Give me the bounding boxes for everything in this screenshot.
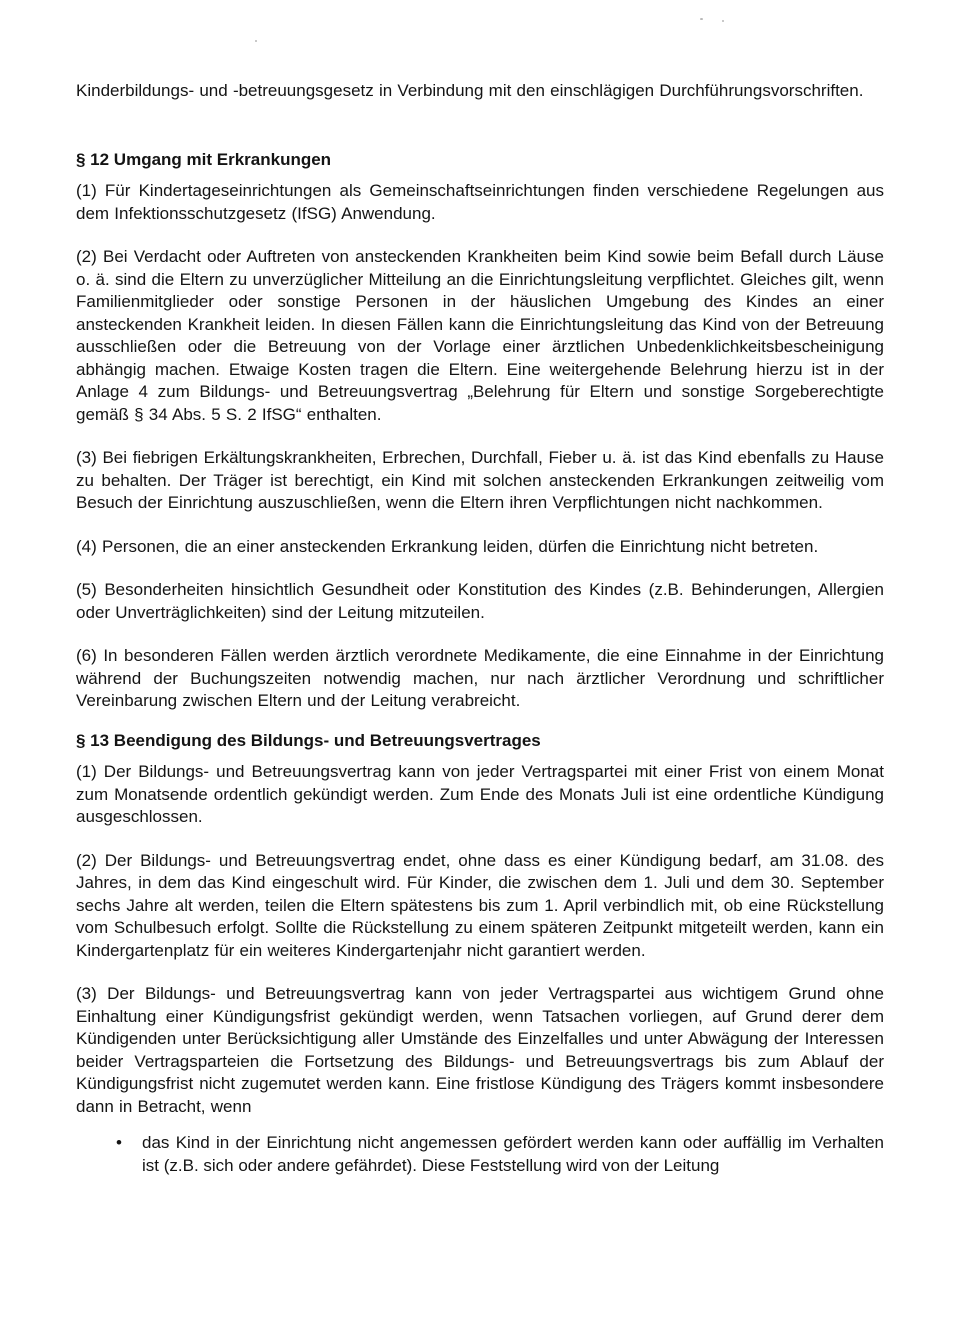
section-13 [76,730,884,1178]
paragraph: (3) Der Bildungs- und Betreuungsvertrag kann von jeder Vertragspartei aus wichtigem Grund ohne Einhaltung einer Kündigungsfrist gekündigt werden, wenn Tatsachen vorliegen, auf Grund derer dem Kündigenden unter Berücksichtigung aller Umstände des Einzelfalles und unter Abwägung der Interessen beider Vertragsparteien die Fortsetzung des Bildungs- und Betreuungsvertrags bis zum Ablauf der Kündigungsfrist nicht zugemutet werden kann. Eine fristlose Kündigung des Trägers kommt insbesondere dann in Betracht, wenn [76,984,884,1116]
document-body [76,80,884,1177]
list-item-text: das Kind in der Einrichtung nicht angemessen gefördert werden kann oder auffällig im Verhalten ist (z.B. sich oder andere gefährdet). Diese Feststellung wird von der Leitung [142,1133,884,1175]
paragraph: (3) Bei fiebrigen Erkältungskrankheiten, Erbrechen, Durchfall, Fieber u. ä. ist das Kind ebenfalls zu Hause zu behalten. Der Träger ist berechtigt, ein Kind mit solchen ansteckenden Erkrankungen zeitweilig vom Besuch der Einrichtung auszuschließen, wenn die Eltern ihren Verpflichtungen nicht nachkommen. [76,448,884,512]
list-item [116,1132,884,1177]
bullet-list [76,1132,884,1177]
paragraph: (2) Bei Verdacht oder Auftreten von ansteckenden Krankheiten beim Kind sowie beim Befall durch Läuse o. ä. sind die Eltern zu unverzüglicher Mitteilung an die Einrichtungsleitung verpflichtet. Gleiches gilt, wenn Familienmitglieder oder sonstige Personen in der häuslichen Umgebung des Kindes an einer ansteckenden Krankheit leiden. In diesen Fällen kann die Einrichtungsleitung das Kind von der Betreuung ausschließen oder die Betreuung von der Vorlage einer ärztlichen Unbedenklichkeitsbescheinigung abhängig machen. Etwaige Kosten tragen die Eltern. Eine weitergehende Belehrung hierzu ist in der Anlage 4 zum Bildungs- und Betreuungsvertrag „Belehrung für Eltern und sonstige Sorgeberechtigte gemäß § 34 Abs. 5 S. 2 IfSG“ enthalten. [76,247,884,424]
paragraph: (1) Für Kindertageseinrichtungen als Gemeinschaftseinrichtungen finden verschiedene Regelungen aus dem Infektionsschutzgesetz (IfSG) Anwendung. [76,181,884,223]
bullet-icon: • [116,1133,122,1152]
scan-speck [722,20,724,22]
scan-speck [700,18,703,20]
section-heading: § 13 Beendigung des Bildungs- und Betreuungsvertrages [76,730,541,750]
scan-speck [255,40,257,42]
paragraph: (2) Der Bildungs- und Betreuungsvertrag endet, ohne dass es einer Kündigung bedarf, am 31.08. des Jahres, in dem das Kind eingeschult wird. Für Kinder, die zwischen dem 1. Juli und dem 30. September sechs Jahre alt werden, teilen die Eltern spätestens bis zum 1. April verbindlich mit, ob eine Rückstellung vom Schulbesuch erfolgt. Sollte die Rückstellung zu einem späteren Zeitpunkt mitgeteilt werden, kann ein Kindergartenplatz für ein weiteres Kindergartenjahr nicht garantiert werden. [76,850,884,960]
intro-paragraph: Kinderbildungs- und -betreuungsgesetz in Verbindung mit den einschlägigen Durchführungsvorschriften. [76,81,864,100]
paragraph: (1) Der Bildungs- und Betreuungsvertrag kann von jeder Vertragspartei mit einer Frist von einem Monat zum Monatsende ordentlich gekündigt werden. Zum Ende des Monats Juli ist eine ordentliche Kündigung ausgeschlossen. [76,762,884,826]
paragraph: (5) Besonderheiten hinsichtlich Gesundheit oder Konstitution des Kindes (z.B. Behinderungen, Allergien oder Unverträglichkeiten) sind der Leitung mitzuteilen. [76,580,884,622]
paragraph: (6) In besonderen Fällen werden ärztlich verordnete Medikamente, die eine Einnahme in der Einrichtung während der Buchungszeiten notwendig machen, nur nach ärztlicher Verordnung und schriftlicher Vereinbarung zwischen Eltern und der Leitung verabreicht. [76,646,884,710]
section-heading: § 12 Umgang mit Erkrankungen [76,149,332,169]
paragraph: (4) Personen, die an einer ansteckenden Erkrankung leiden, dürfen die Einrichtung nicht betreten. [76,536,819,556]
section-12 [76,149,884,713]
